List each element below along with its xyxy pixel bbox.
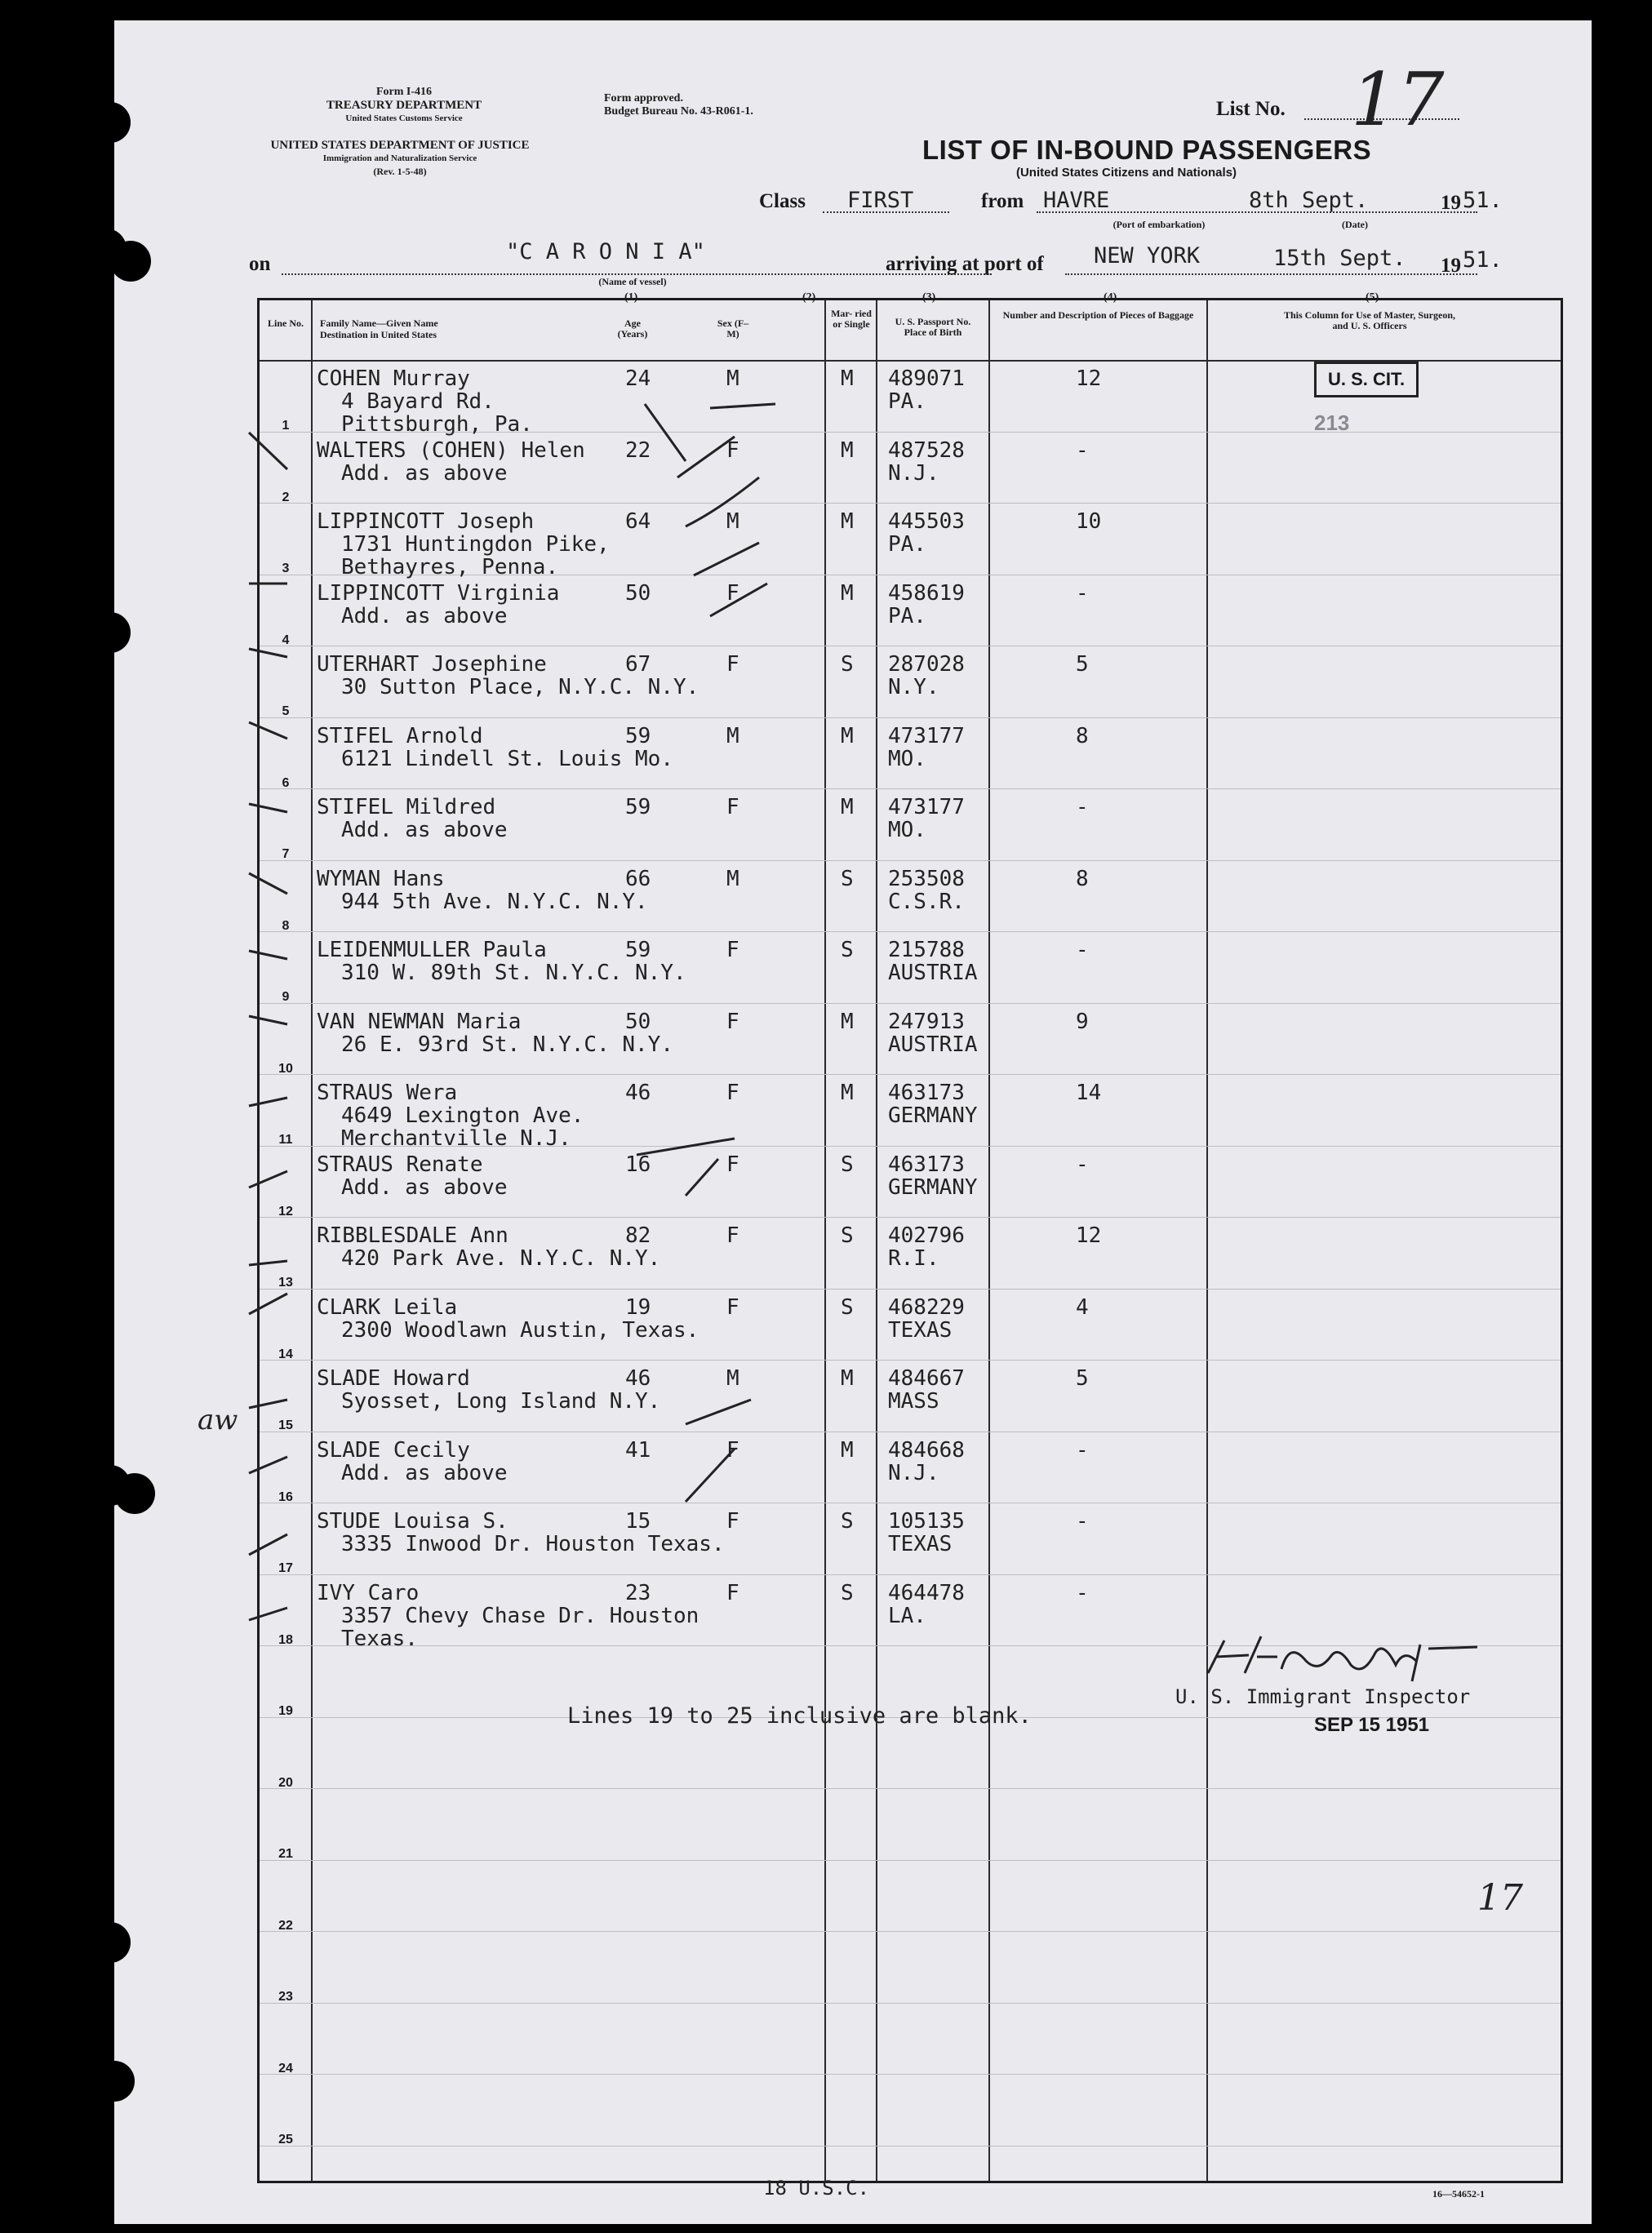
passenger-marital-status: M (841, 795, 854, 819)
passenger-age: 46 (625, 1081, 651, 1105)
passenger-baggage: - (1076, 1509, 1089, 1534)
passenger-sex: F (726, 1152, 739, 1177)
passenger-address-2: Bethayres, Penna. (341, 555, 559, 579)
passenger-marital-status: S (841, 938, 854, 962)
line-number: 14 (278, 1347, 293, 1361)
dept-treasury: TREASURY DEPARTMENT (326, 99, 482, 112)
arrival-year-prefix: 19 (1441, 255, 1461, 277)
passenger-marital-status: S (841, 1223, 854, 1248)
line-number: 20 (278, 1775, 293, 1790)
passenger-age: 59 (625, 723, 651, 748)
passenger-marital-status: M (841, 437, 854, 463)
arriving-label: arriving at port of (886, 253, 1044, 275)
page-subtitle: (United States Citizens and Nationals) (1015, 166, 1237, 180)
from-port: HAVRE (1043, 188, 1110, 213)
line-number: 19 (278, 1704, 293, 1718)
list-no-label: List No. (1216, 98, 1286, 120)
dept-justice: UNITED STATES DEPARTMENT OF JUSTICE (270, 139, 530, 152)
passenger-age: 66 (625, 866, 651, 891)
passenger-address: 1731 Huntingdon Pike, (341, 532, 610, 557)
passenger-marital-status: M (841, 1437, 854, 1463)
stamp-number: 213 (1314, 411, 1350, 435)
passenger-marital-status: M (841, 723, 854, 748)
line-number: 16 (278, 1489, 293, 1504)
passenger-name: LEIDENMULLER Paula (317, 938, 547, 962)
passenger-address: 2300 Woodlawn Austin, Texas. (341, 1317, 699, 1343)
passenger-age: 23 (625, 1580, 651, 1605)
passenger-address: 30 Sutton Place, N.Y.C. N.Y. (341, 675, 699, 699)
line-number: 17 (278, 1561, 293, 1575)
passenger-address-2: Pittsburgh, Pa. (341, 412, 533, 437)
passenger-name: IVY Caro (317, 1580, 420, 1605)
passenger-passport: 489071 (888, 366, 965, 391)
passenger-passport: 487528 (888, 437, 965, 463)
passenger-baggage: - (1076, 1152, 1089, 1177)
column-number-5: (5) (1366, 291, 1379, 304)
passenger-address: Add. as above (341, 603, 508, 628)
passenger-passport: 468229 (888, 1294, 965, 1320)
passenger-name: RIBBLESDALE Ann (317, 1223, 508, 1248)
passenger-marital-status: M (841, 1009, 854, 1034)
passenger-sex: F (726, 652, 739, 677)
passenger-baggage: 5 (1076, 1366, 1089, 1391)
line-number: 25 (278, 2133, 293, 2146)
passenger-birthplace: PA. (888, 603, 926, 628)
passenger-birthplace: MO. (888, 818, 926, 842)
passenger-passport: 484667 (888, 1366, 965, 1391)
arrival-year-suffix: 51. (1463, 247, 1503, 273)
passenger-passport: 287028 (888, 652, 965, 677)
passenger-name: WALTERS (COHEN) Helen (317, 437, 585, 463)
passenger-name: SLADE Howard (317, 1366, 470, 1391)
line-number: 8 (282, 918, 290, 933)
manifest-page (114, 20, 1592, 2224)
class-value: FIRST (847, 188, 914, 213)
passenger-marital-status: S (841, 1152, 854, 1177)
line-number: 12 (278, 1204, 293, 1219)
passenger-age: 15 (625, 1509, 651, 1534)
vessel-caption: (Name of vessel) (598, 276, 667, 287)
header-age: Age (Years) (617, 317, 648, 340)
passenger-address-2: Merchantville N.J. (341, 1126, 571, 1151)
line-number: 1 (282, 419, 290, 433)
arrival-date: 15th Sept. (1273, 246, 1406, 271)
passenger-birthplace: PA. (888, 532, 926, 557)
passenger-address: 310 W. 89th St. N.Y.C. N.Y. (341, 961, 686, 985)
passenger-marital-status: M (841, 1081, 854, 1105)
passenger-baggage: 4 (1076, 1294, 1089, 1320)
vessel-name: "C A R O N I A" (506, 239, 705, 264)
form-number: Form I-416 (375, 86, 433, 98)
passenger-sex: F (726, 1509, 739, 1534)
passenger-name: STUDE Louisa S. (317, 1509, 508, 1534)
passenger-baggage: 8 (1076, 723, 1089, 748)
passenger-birthplace: LA. (888, 1603, 926, 1628)
passenger-marital-status: S (841, 652, 854, 677)
passenger-name: LIPPINCOTT Joseph (317, 509, 535, 534)
passenger-baggage: - (1076, 437, 1089, 463)
passenger-name: STRAUS Renate (317, 1152, 483, 1177)
line-number: 13 (278, 1276, 293, 1290)
passenger-baggage: - (1076, 938, 1089, 962)
port-caption: (Port of embarkation) (1112, 219, 1206, 230)
from-year-prefix: 19 (1441, 192, 1461, 214)
passenger-address: 944 5th Ave. N.Y.C. N.Y. (341, 889, 648, 914)
line-number: 6 (282, 775, 290, 790)
passenger-marital-status: M (841, 509, 854, 534)
passenger-address: 4649 Lexington Ave. (341, 1103, 584, 1128)
passenger-name: UTERHART Josephine (317, 652, 547, 677)
passenger-address: 4 Bayard Rd. (341, 389, 495, 414)
passenger-passport: 463173 (888, 1081, 965, 1105)
arrival-port: NEW YORK (1094, 243, 1201, 269)
passenger-baggage: 12 (1076, 366, 1102, 391)
date-caption: (Date) (1342, 219, 1368, 230)
column-number-1: (1) (624, 291, 638, 304)
passenger-age: 41 (625, 1437, 651, 1463)
passenger-birthplace: N.J. (888, 460, 939, 486)
passenger-marital-status: S (841, 866, 854, 891)
budget-bureau: Budget Bureau No. 43-R061-1. (604, 105, 753, 118)
line-number: 4 (282, 633, 290, 647)
from-label: from (981, 190, 1024, 212)
header-officers: This Column for Use of Master, Surgeon, and U. S. Officers (1283, 309, 1455, 331)
passenger-age: 19 (625, 1294, 651, 1320)
passenger-name: STIFEL Mildred (317, 795, 496, 819)
passenger-name: WYMAN Hans (317, 866, 445, 891)
line-number: 18 (278, 1632, 293, 1647)
blank-lines-note: Lines 19 to 25 inclusive are blank. (567, 1703, 1032, 1729)
header-baggage: Number and Description of Pieces of Baggage (1002, 309, 1194, 321)
passenger-birthplace: N.Y. (888, 675, 939, 699)
passenger-sex: M (726, 866, 739, 891)
from-date: 8th Sept. (1249, 188, 1369, 213)
column-number-4: (4) (1104, 291, 1117, 304)
passenger-sex: M (726, 723, 739, 748)
passenger-address: 3335 Inwood Dr. Houston Texas. (341, 1532, 725, 1556)
passenger-birthplace: MASS (888, 1389, 939, 1414)
passenger-birthplace: GERMANY (888, 1103, 978, 1128)
header-destination: Destination in United States (320, 329, 437, 340)
inspector-date-stamp: SEP 15 1951 (1314, 1714, 1430, 1736)
margin-number: 17 (1477, 1877, 1523, 1919)
passenger-birthplace: TEXAS (888, 1532, 953, 1556)
passenger-sex: F (726, 580, 739, 606)
passenger-birthplace: GERMANY (888, 1174, 978, 1200)
passenger-address: Add. as above (341, 1174, 508, 1200)
passenger-baggage: 9 (1076, 1009, 1089, 1034)
passenger-birthplace: AUSTRIA (888, 961, 978, 985)
header-line-no: Line No. (267, 317, 304, 329)
line-number: 23 (278, 1990, 293, 2004)
line-number: 11 (278, 1133, 293, 1147)
line-number: 21 (278, 1847, 293, 1861)
passenger-name: COHEN Murray (317, 366, 470, 391)
margin-initial: aw (198, 1404, 238, 1436)
passenger-age: 22 (625, 437, 651, 463)
passenger-passport: 247913 (888, 1009, 965, 1034)
passenger-age: 50 (625, 580, 651, 606)
passenger-passport: 402796 (888, 1223, 965, 1248)
line-number: 9 (282, 990, 290, 1004)
on-label: on (249, 253, 271, 275)
passenger-name: STRAUS Wera (317, 1081, 458, 1105)
header-sex: Sex (F–M) (717, 317, 749, 340)
passenger-address: Syosset, Long Island N.Y. (341, 1389, 661, 1414)
us-citizen-stamp: U. S. CIT. (1314, 362, 1419, 397)
passenger-sex: F (726, 1081, 739, 1105)
passenger-marital-status: S (841, 1509, 854, 1534)
class-label: Class (759, 190, 806, 212)
passenger-baggage: - (1076, 1437, 1089, 1463)
passenger-sex: F (726, 437, 739, 463)
passenger-sex: F (726, 1223, 739, 1248)
passenger-age: 59 (625, 795, 651, 819)
passenger-sex: F (726, 1437, 739, 1463)
line-number: 10 (278, 1061, 293, 1076)
passenger-marital-status: M (841, 366, 854, 391)
passenger-baggage: 5 (1076, 652, 1089, 677)
list-no-value: 17 (1351, 57, 1445, 143)
passenger-baggage: 10 (1076, 509, 1102, 534)
line-number: 24 (278, 2061, 293, 2075)
footer-usc: 18 U.S.C. (763, 2177, 870, 2200)
passenger-passport: 473177 (888, 723, 965, 748)
customs-service: United States Customs Service (345, 113, 463, 123)
line-number: 15 (278, 1418, 293, 1432)
passenger-baggage: - (1076, 580, 1089, 606)
passenger-address: Add. as above (341, 460, 508, 486)
passenger-passport: 463173 (888, 1152, 965, 1177)
passenger-birthplace: N.J. (888, 1460, 939, 1485)
line-number: 7 (282, 847, 290, 861)
passenger-birthplace: MO. (888, 746, 926, 771)
passenger-passport: 484668 (888, 1437, 965, 1463)
header-family-name: Family Name—Given Name (320, 317, 438, 329)
passenger-baggage: 8 (1076, 866, 1089, 891)
passenger-sex: M (726, 509, 739, 534)
passenger-sex: M (726, 366, 739, 391)
passenger-age: 16 (625, 1152, 651, 1177)
passenger-address: Add. as above (341, 1460, 508, 1485)
check-marks (114, 20, 1592, 2224)
passenger-sex: F (726, 1580, 739, 1605)
form-revision: (Rev. 1-5-48) (373, 166, 427, 177)
passenger-sex: F (726, 1294, 739, 1320)
passenger-address: 3357 Chevy Chase Dr. Houston (341, 1603, 699, 1628)
passenger-address: 6121 Lindell St. Louis Mo. (341, 746, 673, 771)
passenger-name: CLARK Leila (317, 1294, 458, 1320)
passenger-age: 50 (625, 1009, 651, 1034)
passenger-name: VAN NEWMAN Maria (317, 1009, 522, 1034)
passenger-passport: 473177 (888, 795, 965, 819)
passenger-age: 46 (625, 1366, 651, 1391)
passenger-age: 59 (625, 938, 651, 962)
passenger-marital-status: S (841, 1580, 854, 1605)
line-number: 2 (282, 490, 290, 504)
passenger-marital-status: S (841, 1294, 854, 1320)
passenger-passport: 464478 (888, 1580, 965, 1605)
passenger-baggage: 12 (1076, 1223, 1102, 1248)
passenger-baggage: - (1076, 795, 1089, 819)
passenger-birthplace: C.S.R. (888, 889, 965, 914)
passenger-passport: 445503 (888, 509, 965, 534)
passenger-sex: F (726, 795, 739, 819)
page-title: LIST OF IN-BOUND PASSENGERS (922, 135, 1372, 165)
line-number: 5 (282, 704, 290, 718)
passenger-address: 420 Park Ave. N.Y.C. N.Y. (341, 1246, 661, 1271)
passenger-passport: 458619 (888, 580, 965, 606)
header-passport: U. S. Passport No. Place of Birth (895, 316, 971, 338)
passenger-age: 24 (625, 366, 651, 391)
passenger-passport: 105135 (888, 1509, 965, 1534)
passenger-age: 64 (625, 509, 651, 534)
passenger-passport: 253508 (888, 866, 965, 891)
form-approved: Form approved. (604, 92, 683, 104)
passenger-sex: F (726, 938, 739, 962)
passenger-name: LIPPINCOTT Virginia (317, 580, 560, 606)
header-married: Mar- ried or Single (831, 308, 872, 330)
column-number-2: (2) (802, 291, 816, 304)
passenger-sex: M (726, 1366, 739, 1391)
passenger-address: 26 E. 93rd St. N.Y.C. N.Y. (341, 1032, 673, 1057)
passenger-address: Add. as above (341, 818, 508, 842)
passenger-passport: 215788 (888, 938, 965, 962)
passenger-marital-status: M (841, 580, 854, 606)
footer-code: 16—54652-1 (1432, 2188, 1485, 2200)
line-number: 22 (278, 1918, 293, 1933)
passenger-birthplace: PA. (888, 389, 926, 414)
column-number-3: (3) (922, 291, 936, 304)
from-year-suffix: 51. (1463, 188, 1503, 213)
passenger-name: SLADE Cecily (317, 1437, 470, 1463)
line-number: 3 (282, 562, 290, 575)
passenger-birthplace: R.I. (888, 1246, 939, 1271)
passenger-sex: F (726, 1009, 739, 1034)
passenger-age: 82 (625, 1223, 651, 1248)
immigration-service: Immigration and Naturalization Service (322, 153, 477, 163)
passenger-baggage: - (1076, 1580, 1089, 1605)
passenger-baggage: 14 (1076, 1081, 1102, 1105)
passenger-marital-status: M (841, 1366, 854, 1391)
inspector-title: U. S. Immigrant Inspector (1175, 1685, 1471, 1708)
passenger-name: STIFEL Arnold (317, 723, 483, 748)
passenger-age: 67 (625, 652, 651, 677)
passenger-address-2: Texas. (341, 1626, 418, 1651)
passenger-birthplace: TEXAS (888, 1317, 953, 1343)
passenger-birthplace: AUSTRIA (888, 1032, 978, 1057)
